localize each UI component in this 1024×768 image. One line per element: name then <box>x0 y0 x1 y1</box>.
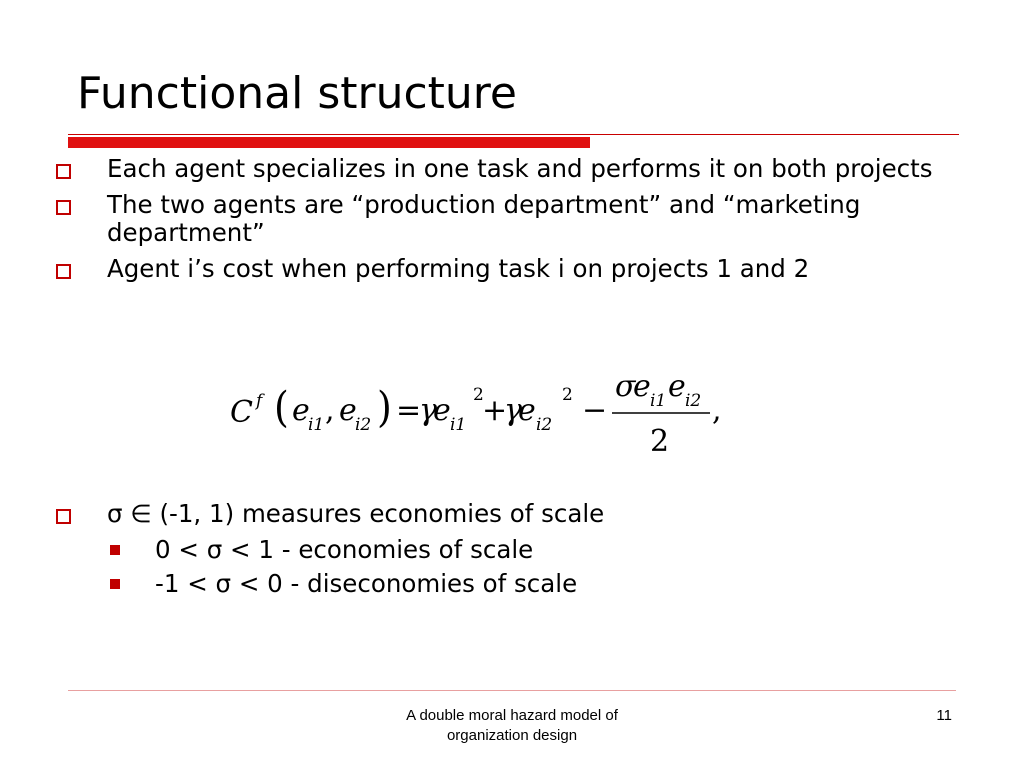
bullet-text: The two agents are “production department” and “marketing department” <box>107 190 861 247</box>
formula-t1-sup: 2 <box>473 385 484 405</box>
formula-num-sub2: i2 <box>685 391 702 411</box>
hollow-square-bullet-icon <box>56 164 71 179</box>
title-divider-thin <box>68 134 959 135</box>
formula-sup-f: f <box>256 391 263 411</box>
hollow-square-bullet-icon <box>56 509 71 524</box>
filled-square-bullet-icon <box>110 545 120 555</box>
formula-num-e2: e <box>668 376 686 404</box>
bullet-item <box>55 155 975 183</box>
bullet-text: Each agent specializes in one task and performs it on both projects <box>107 154 933 183</box>
formula-num-e1: e <box>633 376 651 404</box>
formula-e2: e <box>339 393 357 428</box>
bullet-text: σ ∈ (-1, 1) measures economies of scale <box>107 499 605 528</box>
bullet-item <box>55 500 975 528</box>
bullet-item <box>55 191 975 247</box>
formula-lparen: ( <box>274 383 289 432</box>
formula-sub-i2: i2 <box>355 415 372 435</box>
sub-bullet-text: -1 < σ < 0 - diseconomies of scale <box>155 569 578 598</box>
filled-square-bullet-icon <box>110 579 120 589</box>
formula-t2-e: e <box>518 393 536 428</box>
formula-t1-sub: i1 <box>450 415 467 435</box>
bullet-list <box>55 155 975 291</box>
cost-formula <box>226 376 746 466</box>
formula-graphic <box>226 376 746 466</box>
footer-divider <box>68 690 956 691</box>
footer-line-2: organization design <box>446 727 578 744</box>
bullet-item <box>55 255 975 283</box>
formula-num-sigma: σ <box>615 376 636 404</box>
formula-e1: e <box>292 393 310 428</box>
formula-t2-sub: i2 <box>536 415 553 435</box>
page-number: 11 <box>936 707 952 724</box>
formula-num-sub1: i1 <box>650 391 667 411</box>
scale-bullet-list <box>55 500 975 598</box>
formula-sub-i1: i1 <box>308 415 325 435</box>
formula-plus: + <box>482 393 508 428</box>
sub-bullet-text: 0 < σ < 1 - economies of scale <box>155 535 534 564</box>
title-divider-thick <box>68 137 590 148</box>
sub-bullet-item <box>55 536 975 564</box>
formula-t1-e: e <box>433 393 451 428</box>
formula-denominator: 2 <box>650 424 670 459</box>
formula-t2-sup: 2 <box>562 385 573 405</box>
footer-line-1: A double moral hazard model of <box>406 707 618 724</box>
formula-C: C <box>230 395 253 430</box>
footer-caption <box>352 706 672 746</box>
formula-gamma2: γ <box>504 393 522 428</box>
sub-bullet-item <box>55 570 975 598</box>
hollow-square-bullet-icon <box>56 264 71 279</box>
formula-trailing-comma: , <box>712 393 722 428</box>
formula-gamma1: γ <box>419 393 437 428</box>
bullet-text: Agent i’s cost when performing task i on projects 1 and 2 <box>107 254 810 283</box>
formula-minus: − <box>582 393 608 428</box>
slide-title: Functional structure <box>77 68 517 119</box>
hollow-square-bullet-icon <box>56 200 71 215</box>
formula-comma: , <box>325 393 335 428</box>
formula-rparen: ) <box>377 383 392 432</box>
formula-equals: = <box>396 393 422 428</box>
